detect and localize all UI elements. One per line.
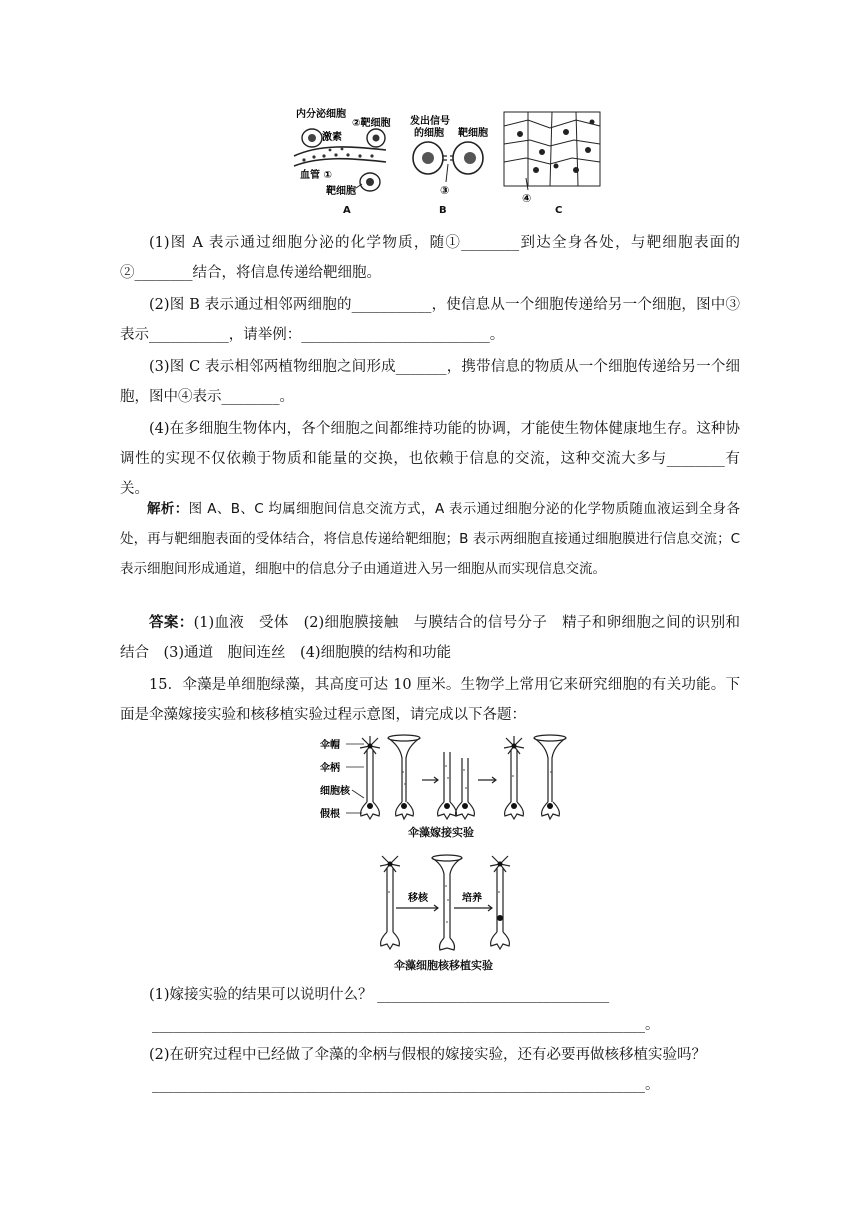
- question-14-3: (3)图 C 表示相邻两植物细胞之间形成_______，携带信息的物质从一个细胞传递给另一个细胞，图中④表示________。: [120, 359, 740, 405]
- panel-b-caption: B: [439, 205, 447, 216]
- label-num3: ③: [440, 184, 450, 197]
- panel-a-caption: A: [343, 205, 351, 216]
- analysis-text: 图 A、B、C 均属细胞间信息交流方式，A 表示通过细胞分泌的化学物质随血液运到全身各处，再与靶细胞表面的受体结合，将信息传递给靶细胞；B 表示两细胞直接通过细胞膜进行信息交流；C 表示细胞间形成通道，细胞中的信息分子由通道进入另一细胞从而实现信息交流。: [120, 501, 741, 577]
- label-cap: 伞帽: [320, 740, 340, 751]
- analysis-paragraph: [120, 494, 740, 584]
- label-stalk: 伞柄: [320, 763, 340, 774]
- label-num4: ④: [522, 192, 532, 205]
- panel-c-caption: C: [555, 205, 563, 216]
- panel-b-diagram: [409, 114, 488, 197]
- label-endocrine-cell: 内分泌细胞: [296, 109, 346, 120]
- graft-caption: 伞藻嫁接实验: [408, 826, 474, 839]
- question-15-intro: 15．伞藻是单细胞绿藻，其高度可达 10 厘米。生物学上常用它来研究细胞的有关功能。下面是伞藻嫁接实验和核移植实验过程示意图，请完成以下各题：: [120, 677, 740, 723]
- question-15-1-answer-line: ____________________________________________________________________。: [152, 1017, 660, 1033]
- label-hormone: 激素: [322, 132, 342, 143]
- analysis-label: 解析：: [147, 501, 189, 517]
- label-target-cell-b: 靶细胞: [458, 128, 488, 139]
- label-vessel: 血管 ①: [300, 170, 332, 181]
- transplant-caption: 伞藻细胞核移植实验: [394, 959, 493, 972]
- answer-text: (1)血液 受体 (2)细胞膜接触 与膜结合的信号分子 精子和卵细胞之间的识别和结合 (3)通道 胞间连丝 (4)细胞膜的结构和功能: [120, 615, 741, 661]
- question-15-2: (2)在研究过程中已经做了伞藻的伞柄与假根的嫁接实验，还有必要再做核移植实验吗？: [149, 1047, 707, 1063]
- answer-paragraph: [120, 608, 740, 668]
- label-target-cell-bottom: 靶细胞: [326, 186, 356, 197]
- label-move-nucleus: 移核: [408, 893, 428, 904]
- question-14-1: (1)图 A 表示通过细胞分泌的化学物质，随①________到达全身各处，与靶细胞表面的②________结合，将信息传递给靶细胞。: [120, 235, 740, 281]
- label-nucleus: 细胞核: [320, 786, 350, 797]
- label-signal-cell-1: 发出信号: [410, 116, 450, 127]
- question-14-2: (2)图 B 表示通过相邻两细胞的___________，使信息从一个细胞传递给另一个细胞，图中③表示___________，请举例：__________________________。: [120, 297, 740, 343]
- label-rhizoid: 假根: [320, 809, 340, 820]
- label-signal-cell-2: 的细胞: [414, 128, 444, 139]
- answer-label: 答案：: [149, 614, 194, 631]
- label-culture: 培养: [462, 893, 482, 904]
- question-14-4: (4)在多细胞生物体内，各个细胞之间都维持功能的协调，才能使生物体健康地生存。这种协调性的实现不仅依赖于物质和能量的交换，也依赖于信息的交流，这种交流大多与________有关。: [120, 421, 740, 497]
- panel-c-diagram: [504, 112, 600, 205]
- question-15-2-answer-line: ____________________________________________________________________。: [152, 1077, 660, 1093]
- label-target-cell-2: ②靶细胞: [352, 118, 391, 129]
- nuclear-transplant-figure: [372, 852, 532, 956]
- question-15-1: (1)嫁接实验的结果可以说明什么？ ________________________________: [149, 987, 610, 1003]
- panel-a-diagram: [294, 107, 390, 197]
